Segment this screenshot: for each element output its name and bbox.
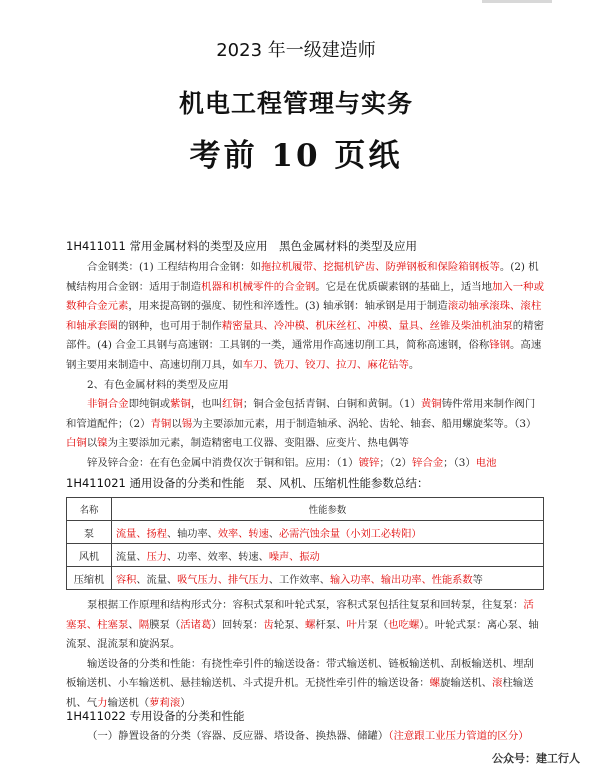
section-1 xyxy=(66,238,544,474)
text-run: ）。叶轮式泵：离心泵、轴流泵、混流泵和旋涡泵。 xyxy=(66,618,539,651)
text-run: 输送机（ xyxy=(107,696,150,709)
nonferrous-subheading xyxy=(66,376,544,396)
text-run: 为主要添加元素，用于制造轴承、涡轮、齿轮、轴套、船用螺旋桨等。（3） xyxy=(192,417,537,430)
highlight-text: 必需汽蚀余量 xyxy=(279,528,341,540)
highlight-text: 螺 xyxy=(304,618,316,631)
text-run: 即纯铜或 xyxy=(128,398,171,411)
text-run: ） xyxy=(180,696,191,709)
text-run: ；铜合金包括青铜、白铜和黄铜。（1） xyxy=(242,398,421,411)
highlight-text: 噪声、振动 xyxy=(268,551,320,563)
text-run: 柱输送机、气 xyxy=(66,677,534,709)
section-1-heading: 1H411011 常用金属材料的类型及应用 黑色金属材料的类型及应用 xyxy=(66,239,418,253)
highlight-text: 镀锌 xyxy=(358,456,380,469)
text-run: ；（2） xyxy=(379,456,412,469)
text-run: 杆泵、 xyxy=(315,618,347,631)
highlight-text: 电池 xyxy=(475,456,497,469)
text-run: 泵根据工作原理和结构形式分：容积式泵和叶轮式泵，容积式泵包括往复泵和回转泵，往复泵： xyxy=(87,599,524,611)
text-run: ；（3） xyxy=(443,456,476,469)
row-params xyxy=(112,567,544,590)
highlight-text: 活塞泵、柱塞泵 xyxy=(66,599,534,631)
table-row xyxy=(67,521,544,544)
top-edge-mark xyxy=(482,0,552,3)
section-3 xyxy=(66,708,544,747)
text-run: 、功率、效率、转速、 xyxy=(166,551,269,563)
highlight-text: 压力 xyxy=(146,551,167,563)
highlight-text: 隔 xyxy=(138,618,150,631)
text-run: 为主要添加元素，制造精密电工仪器、变阻器、应变片、热电偶等 xyxy=(107,437,409,450)
text-run: 、流量、 xyxy=(136,574,178,586)
table-row xyxy=(67,544,544,567)
table-header-row xyxy=(67,498,544,521)
highlight-text: （注意跟工业压力管道的区分） xyxy=(388,730,529,742)
text-run: 的钢种，也可用于制作 xyxy=(117,319,222,332)
highlight-text: 紫铜 xyxy=(170,398,191,411)
text-run: 合金钢类：(1) 工程结构用合金钢：如 xyxy=(87,261,261,273)
text-run: 的精密部件。(4) 合金工具钢与高速钢：工具钢的一类，通常用作高速切削工具，简称高速钢，俗称 xyxy=(66,319,544,352)
table-row xyxy=(67,567,544,590)
highlight-text: 镍 xyxy=(97,437,108,450)
text-run: 、 xyxy=(128,618,139,631)
text-run: 2、有色金属材料的类型及应用 xyxy=(87,378,229,391)
performance-params-table xyxy=(66,497,544,590)
highlight-text: 也吃螺 xyxy=(388,618,420,631)
exam-year-line: 2023 年一级建造师 xyxy=(216,40,376,61)
text-run: 片泵（ xyxy=(356,618,389,631)
section-2-heading: 1H411021 通用设备的分类和性能 泵、风机、压缩机性能参数总结： xyxy=(66,476,429,490)
highlight-text: 容积 xyxy=(116,574,137,586)
highlight-text: 黄铜 xyxy=(420,398,442,411)
row-params xyxy=(112,544,544,567)
row-name: 泵 xyxy=(67,521,112,544)
text-run: 流量、 xyxy=(116,551,147,563)
conveyor-paragraph xyxy=(66,655,544,714)
highlight-text: 滚动轴承滚珠、滚柱和轴承套圈 xyxy=(66,300,542,332)
text-run: ，也叫 xyxy=(190,398,223,411)
alloy-steel-paragraph xyxy=(66,258,544,376)
text-run: 、 xyxy=(268,528,279,540)
highlight-text: 力 xyxy=(97,696,108,709)
subject-title: 机电工程管理与实务 xyxy=(178,89,413,118)
highlight-text: 精密量具、冷冲模、机床丝杠、冲模、量具、丝锥及柴油机油泵 xyxy=(221,319,513,332)
highlight-text: 活诸葛 xyxy=(180,618,212,631)
highlight-text: 流量、扬程 xyxy=(116,528,167,540)
highlight-text: 青铜 xyxy=(150,417,172,430)
document-title: 考前 10 页纸 xyxy=(189,138,403,174)
pump-classification-paragraph xyxy=(66,596,544,655)
highlight-text: 红铜 xyxy=(222,398,243,411)
section-2 xyxy=(66,475,544,714)
highlight-text: 齿 xyxy=(263,618,274,631)
text-run: 、轴功率、 xyxy=(166,528,218,540)
text-run: ）回转泵： xyxy=(211,618,264,631)
highlight-text: 加入一种或数种合金元素 xyxy=(66,280,544,313)
row-name: 压缩机 xyxy=(67,567,112,590)
table-header-name: 名称 xyxy=(67,498,112,521)
row-params xyxy=(112,521,544,544)
section-3-heading: 1H411022 专用设备的分类和性能 xyxy=(66,709,245,723)
text-run: 。 xyxy=(408,358,420,371)
text-run: 锌及锌合金：在有色金属中消费仅次于铜和铝。应用：（1） xyxy=(87,456,359,469)
text-run: 膜泵（ xyxy=(149,618,181,631)
highlight-text: 车刀、铣刀、铰刀、拉刀、麻花钻等 xyxy=(242,358,409,371)
highlight-text: （小刘工必转阳） xyxy=(340,528,422,540)
text-run: 。(2) 机械结构用合金钢：适用于制造 xyxy=(66,261,539,293)
highlight-text: 锌合金 xyxy=(411,456,444,469)
highlight-text: 锋钢 xyxy=(489,339,511,352)
highlight-text: 螺 xyxy=(429,677,441,690)
table-header-params: 性能参数 xyxy=(112,498,544,521)
text-run: 轮泵、 xyxy=(273,618,305,631)
highlight-text: 效率、转速 xyxy=(217,528,269,540)
zinc-alloy-paragraph xyxy=(66,454,544,474)
highlight-text: 非铜合金 xyxy=(87,398,129,411)
text-run: 旋输送机、 xyxy=(440,677,493,690)
text-run: （一）静置设备的分类（容器、反应器、塔设备、换热器、储罐） xyxy=(87,730,389,742)
row-name: 风机 xyxy=(67,544,112,567)
wechat-brand-watermark: 公众号：建工行人 xyxy=(492,752,580,765)
text-run: 。高速钢主要用来制造中、高速切削刀具，如 xyxy=(66,339,542,371)
highlight-text: 萝莉滚 xyxy=(149,696,181,709)
text-run: 以 xyxy=(171,417,182,430)
text-run: ，用来提高钢的强度、韧性和淬透性。(3) 轴承钢：轴承钢是用于制造 xyxy=(128,300,448,313)
highlight-text: 机器和机械零件的合金钢 xyxy=(201,280,316,293)
text-run: 输送设备的分类和性能：有挠性牵引件的输送设备：带式输送机、链板输送机、刮板输送机、埋刮板输送机、小车输送机、悬挂输送机、斗式提升机。无挠性牵引件的输送设备： xyxy=(66,657,534,690)
highlight-text: 锡 xyxy=(181,417,193,430)
highlight-text: 滚 xyxy=(492,677,503,690)
highlight-text: 吸气压力、排气压力 xyxy=(177,574,269,586)
static-equipment-paragraph xyxy=(66,727,544,747)
highlight-text: 白铜 xyxy=(66,437,87,450)
copper-alloy-paragraph xyxy=(66,395,544,454)
highlight-text: 拖拉机履带、挖掘机铲齿、防弹钢板和保险箱钢板等 xyxy=(260,261,500,273)
highlight-text: 叶 xyxy=(346,618,357,631)
text-run: 、工作效率、 xyxy=(268,574,330,586)
text-run: 以 xyxy=(86,437,98,450)
text-run: 铸件常用来制作阀门和管道配件；（2） xyxy=(66,398,536,430)
text-run: 等 xyxy=(472,574,483,586)
text-run: 。它是在优质碳素钢的基础上，适当地 xyxy=(315,280,493,293)
highlight-text: 输入功率、输出功率、性能系数 xyxy=(329,574,473,586)
